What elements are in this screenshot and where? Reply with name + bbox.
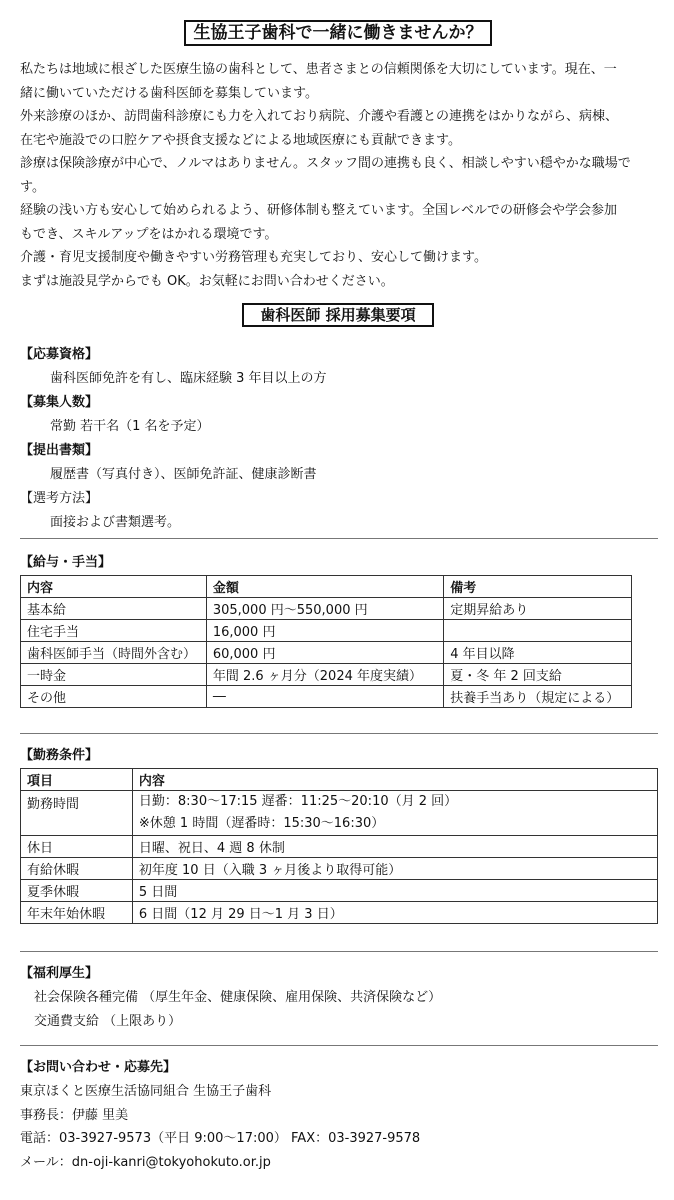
header-cell: 内容 [21,576,207,598]
salary-heading: 【給与・手当】 [20,555,112,570]
work-heading: 【勤務条件】 [20,748,99,763]
table-cell: 有給休暇 [21,858,133,880]
table-cell: 年間 2.6 ヶ月分（2024 年度実績） [206,664,443,686]
intro-line: 私たちは地域に根ざした医療生協の歯科として、患者さまとの信頼関係を大切にしています。現在、一 [20,62,617,77]
divider [20,538,658,539]
table-cell: 扶養手当あり（規定による） [444,686,632,708]
welfare-heading: 【福利厚生】 [20,966,99,981]
table-row [21,902,658,924]
table-row [21,664,632,686]
intro-line: 経験の浅い方も安心して始められるよう、研修体制も整えています。全国レベルでの研修会や学会参加 [20,203,617,218]
intro-line: 診療は保険診療が中心で、ノルマはありません。スタッフ間の連携も良く、相談しやすい穏やかな職場で [20,156,631,171]
table-cell: 4 年目以降 [444,642,632,664]
table-row [21,858,658,880]
header-cell: 項目 [21,769,133,791]
table-cell: 夏季休暇 [21,880,133,902]
table-row [21,686,632,708]
intro-line: 緒に働いていただける歯科医師を募集しています。 [20,85,318,101]
contact-info [20,1080,660,1174]
table-cell: 日曜、祝日、4 週 8 休制 [132,836,657,858]
table-header-row [21,769,658,791]
intro-line: もでき、スキルアップをはかれる環境です。 [20,226,278,242]
qualification-heading: 【応募資格】 [20,347,99,362]
qualification-value: 歯科医師免許を有し、臨床経験 3 年目以上の方 [50,371,327,386]
table-row [21,598,632,620]
table-row [21,642,632,664]
intro-line: まずは施設見学からでも OK。お気軽にお問い合わせください。 [20,273,394,289]
table-cell: ― [206,686,443,708]
salary-table [20,575,632,708]
intro-line: す。 [20,179,45,195]
header-cell: 備考 [444,576,632,598]
table-cell: 5 日間 [132,880,657,902]
table-row [21,880,658,902]
table-cell: 60,000 円 [206,642,443,664]
welfare-item: 交通費支給 （上限あり） [34,1013,182,1029]
table-cell: 定期昇給あり [444,598,632,620]
table-cell: 住宅手当 [21,620,207,642]
divider [20,951,658,952]
contact-manager: 事務長：伊藤 里美 [20,1107,129,1123]
count-heading: 【募集人数】 [20,395,99,410]
selection-value: 面接および書類選考。 [50,515,181,530]
section-title: 歯科医師 採用募集要項 [242,303,434,327]
hours-line: ※休憩 1 時間（遅番時：15:30～16:30） [138,816,385,831]
table-cell: 基本給 [21,598,207,620]
table-cell: 歯科医師手当（時間外含む） [21,642,207,664]
table-cell [444,620,632,642]
intro-text [20,58,660,293]
table-cell: 勤務時間 [21,791,133,836]
contact-phone: 電話：03-3927-9573（平日 9:00～17:00） FAX：03-3927-9578 [20,1131,421,1146]
table-cell: 休日 [21,836,133,858]
work-table [20,768,658,924]
count-value: 常勤 若干名（1 名を予定） [50,419,210,434]
divider [20,1045,658,1046]
table-cell: 初年度 10 日（入職 3 ヶ月後より取得可能） [132,858,657,880]
table-cell: 年末年始休暇 [21,902,133,924]
table-cell: 16,000 円 [206,620,443,642]
intro-line: 在宅や施設での口腔ケアや摂食支援などによる地域医療にも貢献できます。 [20,132,461,148]
contact-email: メール：dn-oji-kanri@tokyohokuto.or.jp [20,1154,271,1170]
table-cell [132,791,657,836]
table-cell: 305,000 円～550,000 円 [206,598,443,620]
hours-line: 日勤：8:30～17:15 遅番：11:25～20:10（月 2 回） [138,794,458,809]
selection-heading: 【選考方法】 [20,491,99,506]
table-row [21,620,632,642]
intro-line: 外来診療のほか、訪問歯科診療にも力を入れており病院、介護や看護との連携をはかりながら、病棟、 [20,109,619,124]
table-cell: 夏・冬 年 2 回支給 [444,664,632,686]
documents-heading: 【提出書類】 [20,443,99,458]
welfare-item: 社会保険各種完備 （厚生年金、健康保険、雇用保険、共済保険など） [34,990,442,1005]
contact-org: 東京ほくと医療生活協同組合 生協王子歯科 [20,1084,272,1099]
welfare-list [20,986,660,1033]
table-cell: その他 [21,686,207,708]
table-cell: 6 日間（12 月 29 日～1 月 3 日） [132,902,657,924]
requirements [20,343,660,535]
table-row [21,836,658,858]
page-title: 生協王子歯科で一緒に働きませんか？ [184,20,492,46]
header-cell: 内容 [132,769,657,791]
table-row [21,791,658,836]
contact-heading: 【お問い合わせ・応募先】 [20,1060,177,1075]
table-header-row [21,576,632,598]
header-cell: 金額 [206,576,443,598]
intro-line: 介護・育児支援制度や働きやすい労務管理も充実しており、安心して働けます。 [20,250,487,265]
documents-value: 履歴書（写真付き）、医師免許証、健康診断書 [50,467,317,482]
divider [20,733,658,734]
table-cell: 一時金 [21,664,207,686]
